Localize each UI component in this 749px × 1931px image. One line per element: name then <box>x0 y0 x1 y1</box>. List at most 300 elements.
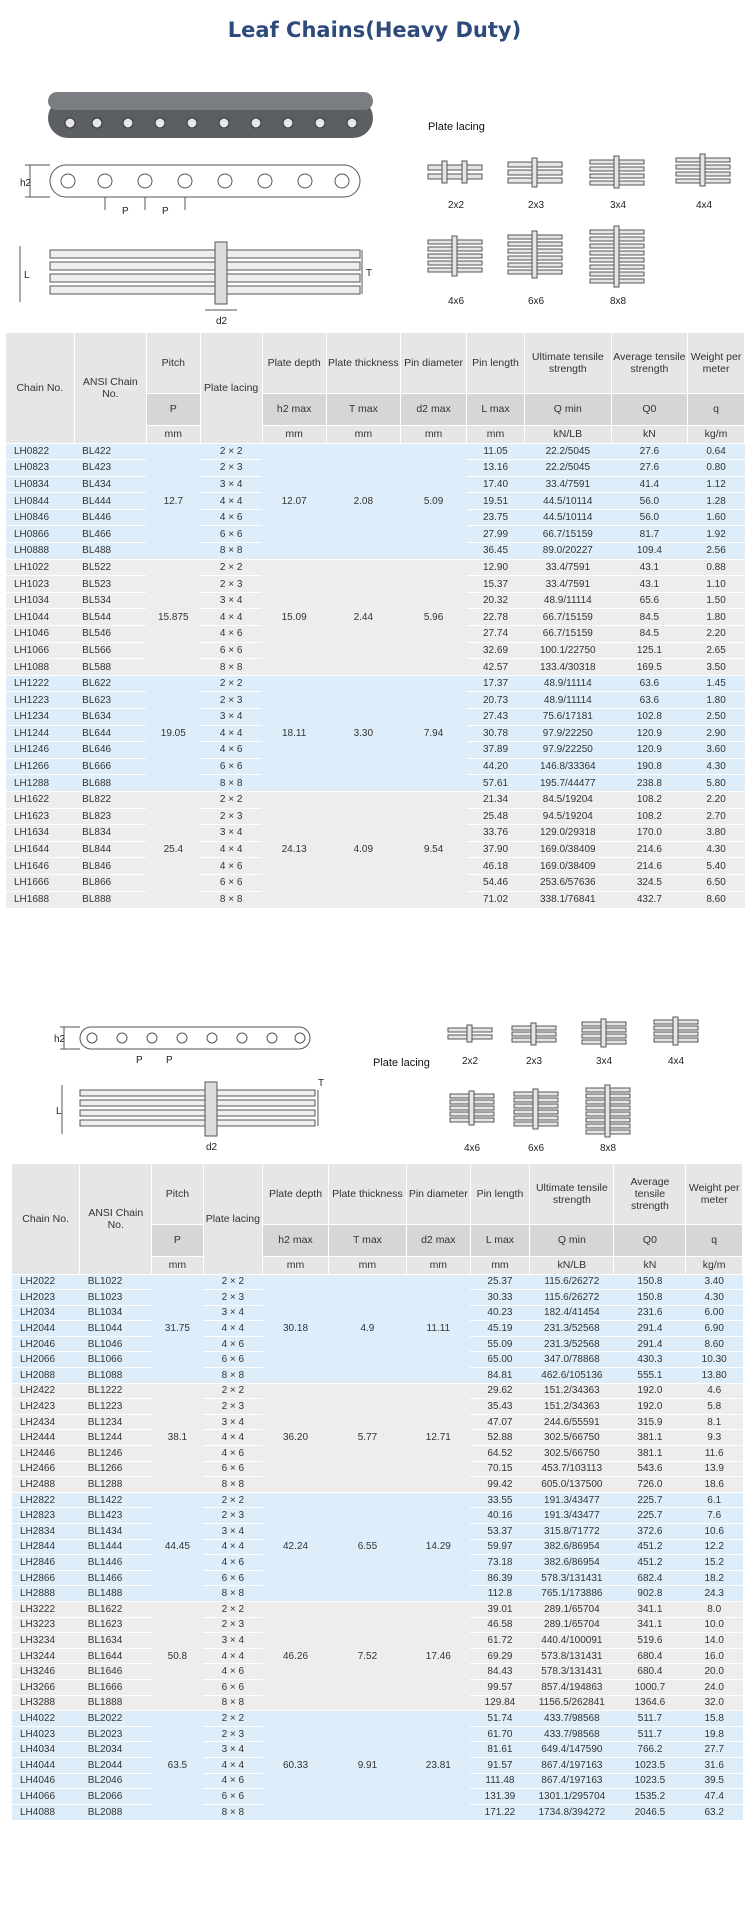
cell-pin-length: 32.69 <box>467 642 525 659</box>
cell-average: 108.2 <box>611 808 687 825</box>
cell-pitch: 12.7 <box>146 443 200 559</box>
cell-pitch: 63.5 <box>152 1711 203 1820</box>
cell-chain-no: LH1244 <box>6 725 74 742</box>
cell-average: 150.8 <box>614 1290 686 1306</box>
cell-ansi: BL1623 <box>80 1617 152 1633</box>
cell-weight: 8.1 <box>686 1414 743 1430</box>
cell-ultimate: 462.6/105136 <box>530 1368 614 1384</box>
th2-depth: Plate depth <box>263 1164 329 1224</box>
lacing2-label-4x4: 4x4 <box>668 1056 685 1067</box>
cell-pin-length: 33.55 <box>470 1492 530 1508</box>
cell-ultimate: 182.4/41454 <box>530 1305 614 1321</box>
cell-chain-no: LH1266 <box>6 758 74 775</box>
cell-ansi: BL522 <box>74 559 146 576</box>
th-d2: d2 max <box>401 393 467 425</box>
th2-unit-d2: mm <box>406 1256 470 1274</box>
cell-lacing: 2 × 2 <box>200 791 262 808</box>
cell-weight: 18.2 <box>686 1570 743 1586</box>
cell-pitch: 31.75 <box>152 1274 203 1383</box>
cell-lacing: 4 × 4 <box>200 725 262 742</box>
cell-pin-length: 20.32 <box>467 592 525 609</box>
cell-ansi: BL888 <box>74 891 146 908</box>
cell-pin-length: 12.90 <box>467 559 525 576</box>
cell-lacing: 2 × 2 <box>203 1711 263 1727</box>
cell-weight: 8.0 <box>686 1601 743 1617</box>
cell-lacing: 4 × 4 <box>203 1539 263 1555</box>
cell-chain-no: LH2422 <box>12 1383 80 1399</box>
cell-ultimate: 169.0/38409 <box>524 858 611 875</box>
cell-average: 511.7 <box>614 1711 686 1727</box>
cell-ultimate: 605.0/137500 <box>530 1477 614 1493</box>
th2-unit-p: mm <box>152 1256 203 1274</box>
cell-weight: 2.90 <box>688 725 745 742</box>
cell-lacing: 2 × 2 <box>200 675 262 692</box>
lacing-label-6x6: 6x6 <box>528 296 545 307</box>
cell-thickness: 5.77 <box>328 1383 406 1492</box>
cell-ansi: BL1646 <box>80 1664 152 1680</box>
th-depth: Plate depth <box>262 333 326 393</box>
cell-chain-no: LH3222 <box>12 1601 80 1617</box>
cell-pin-length: 112.8 <box>470 1586 530 1602</box>
cell-ansi: BL834 <box>74 825 146 842</box>
chain-side-view-2 <box>60 1027 310 1049</box>
spec-table-1 <box>6 333 745 908</box>
cell-chain-no: LH2888 <box>12 1586 80 1602</box>
cell-weight: 9.3 <box>686 1430 743 1446</box>
cell-chain-no: LH1622 <box>6 791 74 808</box>
cell-ultimate: 33.4/7591 <box>524 559 611 576</box>
cell-thickness: 3.30 <box>326 675 400 791</box>
th2-unit-h2: mm <box>263 1256 329 1274</box>
cell-ansi: BL2034 <box>80 1742 152 1758</box>
cell-lacing: 8 × 8 <box>200 775 262 792</box>
cell-weight: 1.12 <box>688 476 745 493</box>
th2-pin-length: Pin length <box>470 1164 530 1224</box>
cell-pin-length: 30.78 <box>467 725 525 742</box>
cell-ansi: BL1888 <box>80 1695 152 1711</box>
cell-pin-length: 84.43 <box>470 1664 530 1680</box>
cell-weight: 20.0 <box>686 1664 743 1680</box>
cell-lacing: 8 × 8 <box>200 659 262 676</box>
cell-lacing: 8 × 8 <box>200 891 262 908</box>
spec-table-1-body <box>6 443 745 908</box>
cell-chain-no: LH4088 <box>12 1804 80 1820</box>
cell-weight: 2.56 <box>688 543 745 560</box>
th2-thickness: Plate thickness <box>328 1164 406 1224</box>
chain-side-view <box>25 165 360 210</box>
cell-ultimate: 89.0/20227 <box>524 543 611 560</box>
spec-table-2-body <box>12 1274 743 1820</box>
cell-chain-no: LH3266 <box>12 1679 80 1695</box>
cell-weight: 24.3 <box>686 1586 743 1602</box>
cell-chain-no: LH1644 <box>6 841 74 858</box>
cell-average: 56.0 <box>611 509 687 526</box>
cell-weight: 24.0 <box>686 1679 743 1695</box>
cell-average: 27.6 <box>611 460 687 477</box>
cell-ansi: BL1423 <box>80 1508 152 1524</box>
cell-average: 81.7 <box>611 526 687 543</box>
th2-chain-no: Chain No. <box>12 1164 80 1274</box>
cell-lacing: 8 × 8 <box>203 1586 263 1602</box>
cell-pin-length: 20.73 <box>467 692 525 709</box>
cell-ansi: BL1234 <box>80 1414 152 1430</box>
cell-average: 451.2 <box>614 1555 686 1571</box>
cell-ansi: BL466 <box>74 526 146 543</box>
cell-average: 1000.7 <box>614 1679 686 1695</box>
cell-average: 238.8 <box>611 775 687 792</box>
cell-ansi: BL1622 <box>80 1601 152 1617</box>
cell-chain-no: LH3244 <box>12 1648 80 1664</box>
cell-weight: 4.30 <box>688 758 745 775</box>
cell-weight: 4.6 <box>686 1383 743 1399</box>
cell-ansi: BL2022 <box>80 1711 152 1727</box>
cell-weight: 63.2 <box>686 1804 743 1820</box>
dim2-p1: P <box>136 1055 143 1066</box>
cell-ultimate: 151.2/34363 <box>530 1399 614 1415</box>
cell-pin-length: 52.88 <box>470 1430 530 1446</box>
cell-ultimate: 302.5/66750 <box>530 1430 614 1446</box>
cell-weight: 6.00 <box>686 1305 743 1321</box>
th-average: Average tensile strength <box>611 333 687 393</box>
cell-lacing: 8 × 8 <box>203 1695 263 1711</box>
cell-chain-no: LH0834 <box>6 476 74 493</box>
th-unit-q0: kN <box>611 425 687 443</box>
cell-chain-no: LH2822 <box>12 1492 80 1508</box>
cell-ansi: BL634 <box>74 709 146 726</box>
cell-ansi: BL444 <box>74 493 146 510</box>
cell-weight: 31.6 <box>686 1757 743 1773</box>
th-t: T max <box>326 393 400 425</box>
cell-ansi: BL666 <box>74 758 146 775</box>
cell-ultimate: 382.6/86954 <box>530 1539 614 1555</box>
chain-top-view-2 <box>62 1082 318 1136</box>
cell-ultimate: 44.5/10114 <box>524 493 611 510</box>
cell-chain-no: LH4066 <box>12 1789 80 1805</box>
th-ansi: ANSI Chain No. <box>74 333 146 443</box>
cell-lacing: 8 × 8 <box>203 1368 263 1384</box>
th-unit-d2: mm <box>401 425 467 443</box>
cell-ansi: BL422 <box>74 443 146 460</box>
cell-pitch: 38.1 <box>152 1383 203 1492</box>
cell-pin-length: 129.84 <box>470 1695 530 1711</box>
cell-lacing: 4 × 4 <box>200 841 262 858</box>
cell-pin-length: 27.99 <box>467 526 525 543</box>
dim2-l: L <box>56 1106 62 1117</box>
cell-chain-no: LH0888 <box>6 543 74 560</box>
cell-pin-length: 71.02 <box>467 891 525 908</box>
cell-chain-no: LH1634 <box>6 825 74 842</box>
cell-pin-length: 131.39 <box>470 1789 530 1805</box>
cell-chain-no: LH1034 <box>6 592 74 609</box>
cell-lacing: 6 × 6 <box>200 526 262 543</box>
cell-lacing: 3 × 4 <box>203 1633 263 1649</box>
cell-depth: 18.11 <box>262 675 326 791</box>
dim-d2: d2 <box>216 316 228 327</box>
cell-pin-length: 70.15 <box>470 1461 530 1477</box>
th-l: L max <box>467 393 525 425</box>
cell-ansi: BL1066 <box>80 1352 152 1368</box>
cell-pin-length: 64.52 <box>470 1446 530 1462</box>
cell-average: 1535.2 <box>614 1789 686 1805</box>
cell-weight: 39.5 <box>686 1773 743 1789</box>
cell-average: 109.4 <box>611 543 687 560</box>
cell-pin-length: 37.89 <box>467 742 525 759</box>
cell-ansi: BL544 <box>74 609 146 626</box>
cell-average: 1023.5 <box>614 1757 686 1773</box>
lacing-label-2x3: 2x3 <box>528 200 545 211</box>
cell-weight: 2.50 <box>688 709 745 726</box>
cell-lacing: 2 × 2 <box>203 1601 263 1617</box>
cell-pin: 7.94 <box>401 675 467 791</box>
cell-weight: 5.8 <box>686 1399 743 1415</box>
cell-chain-no: LH1023 <box>6 576 74 593</box>
cell-ultimate: 573.8/131431 <box>530 1648 614 1664</box>
cell-lacing: 6 × 6 <box>203 1570 263 1586</box>
cell-ultimate: 315.8/71772 <box>530 1524 614 1540</box>
cell-ansi: BL423 <box>74 460 146 477</box>
dim2-h2: h2 <box>54 1034 66 1045</box>
cell-ultimate: 66.7/15159 <box>524 609 611 626</box>
cell-average: 102.8 <box>611 709 687 726</box>
cell-chain-no: LH2446 <box>12 1446 80 1462</box>
cell-weight: 10.30 <box>686 1352 743 1368</box>
cell-pin: 5.09 <box>401 443 467 559</box>
cell-average: 41.4 <box>611 476 687 493</box>
cell-chain-no: LH1088 <box>6 659 74 676</box>
cell-pin-length: 59.97 <box>470 1539 530 1555</box>
cell-ultimate: 253.6/57636 <box>524 874 611 891</box>
cell-ansi: BL644 <box>74 725 146 742</box>
cell-ultimate: 151.2/34363 <box>530 1383 614 1399</box>
cell-lacing: 3 × 4 <box>200 476 262 493</box>
cell-average: 192.0 <box>614 1399 686 1415</box>
cell-depth: 42.24 <box>263 1492 329 1601</box>
cell-chain-no: LH2088 <box>12 1368 80 1384</box>
cell-pin-length: 21.34 <box>467 791 525 808</box>
cell-pin-length: 53.37 <box>470 1524 530 1540</box>
cell-average: 543.6 <box>614 1461 686 1477</box>
lacing-label-3x4: 3x4 <box>610 200 627 211</box>
cell-ultimate: 169.0/38409 <box>524 841 611 858</box>
cell-lacing: 2 × 2 <box>203 1274 263 1290</box>
cell-ultimate: 66.7/15159 <box>524 526 611 543</box>
cell-average: 56.0 <box>611 493 687 510</box>
cell-chain-no: LH2823 <box>12 1508 80 1524</box>
cell-weight: 2.20 <box>688 626 745 643</box>
th2-q: Q min <box>530 1224 614 1256</box>
th2-weight: Weight per meter <box>686 1164 743 1224</box>
cell-chain-no: LH0823 <box>6 460 74 477</box>
cell-lacing: 4 × 6 <box>203 1336 263 1352</box>
cell-ultimate: 231.3/52568 <box>530 1321 614 1337</box>
cell-ultimate: 440.4/100091 <box>530 1633 614 1649</box>
cell-average: 214.6 <box>611 858 687 875</box>
cell-pin: 5.96 <box>401 559 467 675</box>
cell-average: 381.1 <box>614 1430 686 1446</box>
cell-ansi: BL1644 <box>80 1648 152 1664</box>
cell-ansi: BL488 <box>74 543 146 560</box>
cell-ansi: BL623 <box>74 692 146 709</box>
cell-depth: 36.20 <box>263 1383 329 1492</box>
th2-p: P <box>152 1224 203 1256</box>
th-q0: Q0 <box>611 393 687 425</box>
cell-chain-no: LH2866 <box>12 1570 80 1586</box>
cell-chain-no: LH0846 <box>6 509 74 526</box>
cell-lacing: 4 × 4 <box>203 1321 263 1337</box>
cell-lacing: 3 × 4 <box>200 825 262 842</box>
cell-weight: 0.88 <box>688 559 745 576</box>
cell-lacing: 6 × 6 <box>200 874 262 891</box>
cell-pin-length: 36.45 <box>467 543 525 560</box>
dim2-t: T <box>318 1078 325 1089</box>
cell-ansi: BL622 <box>74 675 146 692</box>
dim2-d2: d2 <box>206 1142 218 1153</box>
th2-average: Average tensile strength <box>614 1164 686 1224</box>
cell-average: 341.1 <box>614 1601 686 1617</box>
cell-pin-length: 61.70 <box>470 1726 530 1742</box>
cell-weight: 0.64 <box>688 443 745 460</box>
cell-pin-length: 55.09 <box>470 1336 530 1352</box>
cell-weight: 1.10 <box>688 576 745 593</box>
cell-lacing: 2 × 3 <box>203 1399 263 1415</box>
cell-ansi: BL1244 <box>80 1430 152 1446</box>
cell-lacing: 4 × 6 <box>203 1773 263 1789</box>
cell-weight: 2.65 <box>688 642 745 659</box>
cell-ultimate: 1734.8/394272 <box>530 1804 614 1820</box>
th-pin-diameter: Pin diameter <box>401 333 467 393</box>
cell-weight: 32.0 <box>686 1695 743 1711</box>
cell-depth: 24.13 <box>262 791 326 907</box>
th2-ansi: ANSI Chain No. <box>80 1164 152 1274</box>
cell-average: 27.6 <box>611 443 687 460</box>
cell-pin-length: 39.01 <box>470 1601 530 1617</box>
cell-average: 291.4 <box>614 1336 686 1352</box>
cell-depth: 15.09 <box>262 559 326 675</box>
cell-ansi: BL1422 <box>80 1492 152 1508</box>
cell-thickness: 2.08 <box>326 443 400 559</box>
cell-average: 125.1 <box>611 642 687 659</box>
cell-chain-no: LH4046 <box>12 1773 80 1789</box>
cell-average: 451.2 <box>614 1539 686 1555</box>
cell-ultimate: 84.5/19204 <box>524 791 611 808</box>
cell-ansi: BL1223 <box>80 1399 152 1415</box>
table-row <box>12 1492 743 1508</box>
th2-unit-q0: kN <box>614 1256 686 1274</box>
cell-pitch: 44.45 <box>152 1492 203 1601</box>
cell-weight: 1.50 <box>688 592 745 609</box>
cell-lacing: 3 × 4 <box>203 1742 263 1758</box>
cell-lacing: 4 × 6 <box>203 1555 263 1571</box>
cell-weight: 4.30 <box>688 841 745 858</box>
cell-average: 190.8 <box>611 758 687 775</box>
cell-chain-no: LH1288 <box>6 775 74 792</box>
cell-average: 315.9 <box>614 1414 686 1430</box>
cell-thickness: 4.09 <box>326 791 400 907</box>
cell-pin-length: 47.07 <box>470 1414 530 1430</box>
lacing-icons <box>428 154 730 287</box>
cell-ultimate: 867.4/197163 <box>530 1773 614 1789</box>
cell-ultimate: 578.3/131431 <box>530 1570 614 1586</box>
cell-weight: 3.80 <box>688 825 745 842</box>
th-unit-l: mm <box>467 425 525 443</box>
cell-lacing: 4 × 6 <box>203 1446 263 1462</box>
th2-pitch: Pitch <box>152 1164 203 1224</box>
cell-pin-length: 46.18 <box>467 858 525 875</box>
cell-average: 65.6 <box>611 592 687 609</box>
th2-q0: Q0 <box>614 1224 686 1256</box>
cell-depth: 60.33 <box>263 1711 329 1820</box>
cell-ultimate: 97.9/22250 <box>524 742 611 759</box>
cell-ansi: BL1088 <box>80 1368 152 1384</box>
cell-average: 680.4 <box>614 1664 686 1680</box>
th-weight: Weight per meter <box>688 333 745 393</box>
cell-ultimate: 48.9/11114 <box>524 692 611 709</box>
cell-ultimate: 1301.1/295704 <box>530 1789 614 1805</box>
cell-chain-no: LH1022 <box>6 559 74 576</box>
cell-ansi: BL688 <box>74 775 146 792</box>
cell-pin-length: 51.74 <box>470 1711 530 1727</box>
cell-chain-no: LH2444 <box>12 1430 80 1446</box>
cell-ultimate: 33.4/7591 <box>524 576 611 593</box>
cell-ultimate: 433.7/98568 <box>530 1711 614 1727</box>
cell-lacing: 4 × 4 <box>200 609 262 626</box>
cell-pin-length: 81.61 <box>470 1742 530 1758</box>
cell-chain-no: LH3246 <box>12 1664 80 1680</box>
cell-lacing: 2 × 3 <box>200 808 262 825</box>
cell-ultimate: 231.3/52568 <box>530 1336 614 1352</box>
th-h2: h2 max <box>262 393 326 425</box>
cell-ansi: BL523 <box>74 576 146 593</box>
cell-ultimate: 195.7/44477 <box>524 775 611 792</box>
cell-lacing: 2 × 2 <box>203 1383 263 1399</box>
cell-average: 324.5 <box>611 874 687 891</box>
dim2-p2: P <box>166 1055 173 1066</box>
cell-chain-no: LH2488 <box>12 1477 80 1493</box>
cell-ultimate: 115.6/26272 <box>530 1274 614 1290</box>
cell-weight: 27.7 <box>686 1742 743 1758</box>
cell-lacing: 2 × 2 <box>203 1492 263 1508</box>
cell-lacing: 6 × 6 <box>200 758 262 775</box>
cell-lacing: 2 × 2 <box>200 559 262 576</box>
cell-chain-no: LH2466 <box>12 1461 80 1477</box>
cell-ansi: BL823 <box>74 808 146 825</box>
cell-lacing: 2 × 3 <box>203 1508 263 1524</box>
th2-pin-diameter: Pin diameter <box>406 1164 470 1224</box>
th2-unit-qw: kg/m <box>686 1256 743 1274</box>
cell-pin-length: 91.57 <box>470 1757 530 1773</box>
table-row <box>6 443 745 460</box>
cell-pin-length: 61.72 <box>470 1633 530 1649</box>
cell-ultimate: 44.5/10114 <box>524 509 611 526</box>
cell-chain-no: LH0844 <box>6 493 74 510</box>
th-pitch: Pitch <box>146 333 200 393</box>
page-title: Leaf Chains(Heavy Duty) <box>227 18 522 42</box>
cell-ultimate: 94.5/19204 <box>524 808 611 825</box>
cell-ansi: BL2023 <box>80 1726 152 1742</box>
cell-weight: 3.40 <box>686 1274 743 1290</box>
cell-average: 214.6 <box>611 841 687 858</box>
cell-pin: 14.29 <box>406 1492 470 1601</box>
chain-photo <box>48 92 373 138</box>
cell-lacing: 2 × 3 <box>203 1726 263 1742</box>
cell-ultimate: 133.4/30318 <box>524 659 611 676</box>
cell-weight: 10.6 <box>686 1524 743 1540</box>
th-thickness: Plate thickness <box>326 333 400 393</box>
cell-average: 63.6 <box>611 675 687 692</box>
cell-chain-no: LH1246 <box>6 742 74 759</box>
cell-ultimate: 765.1/173886 <box>530 1586 614 1602</box>
cell-lacing: 4 × 6 <box>200 626 262 643</box>
